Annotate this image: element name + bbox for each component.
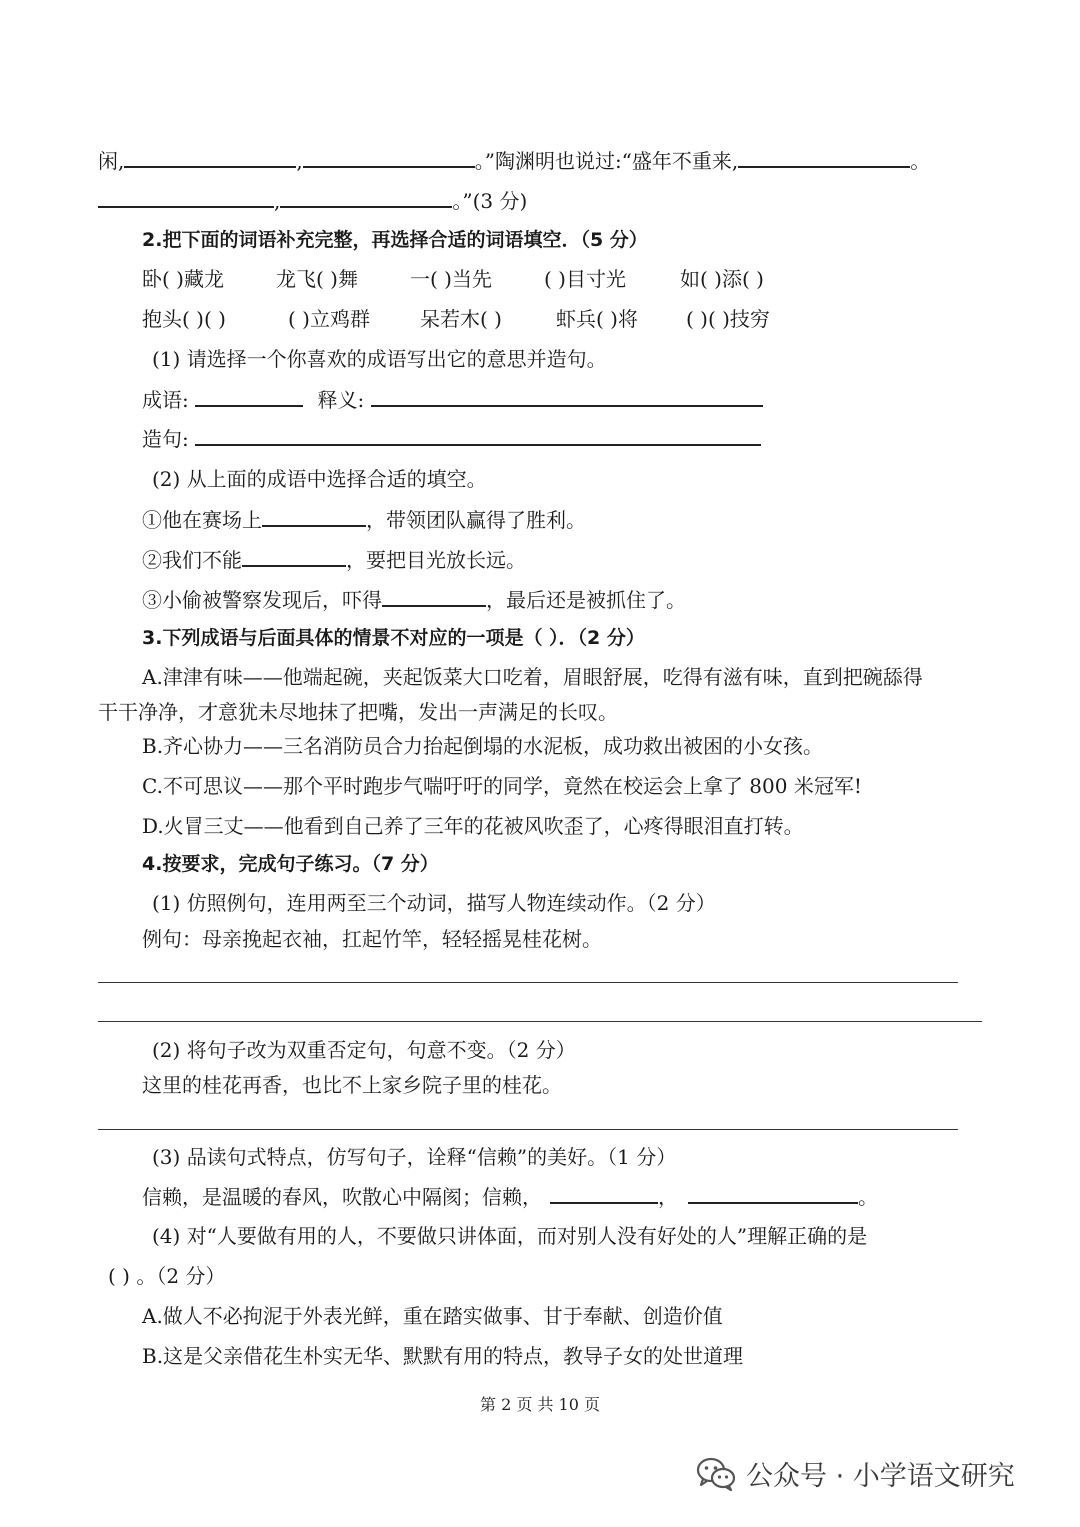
q3-option-b: B.齐心协力——三名消防员合力抬起倒塌的水泥板，成功救出被困的小女孩。 xyxy=(142,734,824,758)
text: ①他在赛场上 xyxy=(142,508,262,532)
text: ③小偷被警察发现后，吓得 xyxy=(142,588,382,612)
idiom: ( )( )技穷 xyxy=(686,307,770,331)
answer-blank[interactable] xyxy=(382,585,486,607)
text: 信赖，是温暖的春风，吹散心中隔阂；信赖， xyxy=(142,1185,542,1209)
q3-option-a: A.津津有味——他端起碗，夹起饭菜大口吃着，眉眼舒展，吃得有滋有味，直到把碗舔得 xyxy=(142,665,923,689)
q4-sub-2: (2) 将句子改为双重否定句，句意不变。（2 分） xyxy=(152,1038,576,1062)
q2-sub-2: (2) 从上面的成语中选择合适的填空。 xyxy=(152,467,487,491)
q3-title: 3.下列成语与后面具体的情景不对应的一项是（ ）．（2 分） xyxy=(142,627,645,649)
q2-title: 2.把下面的词语补充完整，再选择合适的词语填空．（5 分） xyxy=(142,229,648,251)
idiom: ( )目寸光 xyxy=(544,267,626,291)
wechat-icon xyxy=(696,1457,736,1491)
zaoju-blank[interactable] xyxy=(195,424,761,446)
idiom: 如( )添( ) xyxy=(680,267,764,291)
answer-blank[interactable] xyxy=(124,146,296,168)
idiom: 虾兵( )将 xyxy=(556,307,638,331)
text: ，带领团队赢得了胜利。 xyxy=(366,508,586,532)
q1-line-1 xyxy=(98,146,930,175)
idiom: ( )立鸡群 xyxy=(288,307,370,331)
idiom: 卧( )藏龙 xyxy=(142,267,224,291)
answer-blank[interactable] xyxy=(303,146,475,168)
q2-idioms-row-1 xyxy=(142,265,764,293)
answer-blank[interactable] xyxy=(688,1182,858,1204)
zaoju-line xyxy=(142,424,761,453)
answer-line[interactable] xyxy=(98,1129,958,1130)
q4-option-b: B.这是父亲借花生朴实无华、默默有用的特点，教导子女的处世道理 xyxy=(142,1344,744,1368)
q4-sentence: 这里的桂花再香，也比不上家乡院子里的桂花。 xyxy=(142,1073,562,1097)
q4-example: 例句：母亲挽起衣袖，扛起竹竿，轻轻摇晃桂花树。 xyxy=(142,927,602,951)
text: 闲, xyxy=(98,149,125,173)
q3-option-d: D.火冒三丈——他看到自己养了三年的花被风吹歪了，心疼得眼泪直打转。 xyxy=(142,814,804,838)
idiom: 呆若木( ) xyxy=(420,307,502,331)
text: ，要把目光放长远。 xyxy=(346,548,526,572)
text: 。”陶渊明也说过:“盛年不重来, xyxy=(474,149,739,173)
answer-line[interactable] xyxy=(98,982,958,983)
text: , xyxy=(296,149,303,173)
page-footer: 第 2 页 共 10 页 xyxy=(480,1395,600,1414)
text: 。”(3 分) xyxy=(452,189,528,213)
idiom: 一( )当先 xyxy=(410,267,492,291)
answer-blank[interactable] xyxy=(262,505,366,527)
watermark-text: 公众号 · 小学语文研究 xyxy=(746,1461,1015,1492)
q4-title: 4.按要求，完成句子练习。（7 分） xyxy=(142,853,439,875)
shiyi-blank[interactable] xyxy=(371,385,763,407)
idiom: 抱头( )( ) xyxy=(142,307,226,331)
text: , xyxy=(274,189,281,213)
answer-blank[interactable] xyxy=(280,186,452,208)
q4-option-a: A.做人不必拘泥于外表光鲜，重在踏实做事、甘于奉献、创造价值 xyxy=(142,1304,723,1328)
q4-sub-4: (4) 对“人要做有用的人，不要做只讲体面，而对别人没有好处的人”理解正确的是 xyxy=(152,1224,868,1248)
fill-2 xyxy=(142,545,526,574)
answer-blank[interactable] xyxy=(738,146,910,168)
fill-1 xyxy=(142,505,586,534)
q2-idioms-row-2 xyxy=(142,305,770,333)
text: 。 xyxy=(910,149,931,173)
shiyi-label: 释义: xyxy=(317,388,365,412)
chengyu-blank[interactable] xyxy=(195,385,303,407)
q1-line-2 xyxy=(98,186,527,215)
text: ，最后还是被抓住了。 xyxy=(486,588,686,612)
text: 。 xyxy=(858,1185,878,1209)
q3-option-c: C.不可思议——那个平时跑步气喘吁吁的同学，竟然在校运会上拿了 800 米冠军! xyxy=(142,774,862,798)
text: ②我们不能 xyxy=(142,548,242,572)
q4-sub-1: (1) 仿照例句，连用两至三个动词，描写人物连续动作。（2 分） xyxy=(152,891,716,915)
idiom: 龙飞( )舞 xyxy=(276,267,358,291)
answer-line[interactable] xyxy=(98,1021,982,1022)
chengyu-line xyxy=(142,385,763,414)
fill-3 xyxy=(142,585,686,614)
q4-xinlai xyxy=(142,1182,878,1211)
q3-option-a-cont: 干干净净，才意犹未尽地抹了把嘴，发出一声满足的长叹。 xyxy=(98,700,618,724)
text: ， xyxy=(658,1185,678,1209)
zaoju-label: 造句: xyxy=(142,427,189,451)
watermark xyxy=(696,1454,1015,1493)
q4-sub-3: (3) 品读句式特点，仿写句子，诠释“信赖”的美好。（1 分） xyxy=(152,1145,677,1169)
chengyu-label: 成语: xyxy=(142,388,189,412)
answer-blank[interactable] xyxy=(242,545,346,567)
q2-sub-1: (1) 请选择一个你喜欢的成语写出它的意思并造句。 xyxy=(152,347,607,371)
answer-blank[interactable] xyxy=(550,1182,658,1204)
q4-sub-4-answer: ( ) 。（2 分） xyxy=(108,1264,226,1288)
answer-blank[interactable] xyxy=(98,186,274,208)
